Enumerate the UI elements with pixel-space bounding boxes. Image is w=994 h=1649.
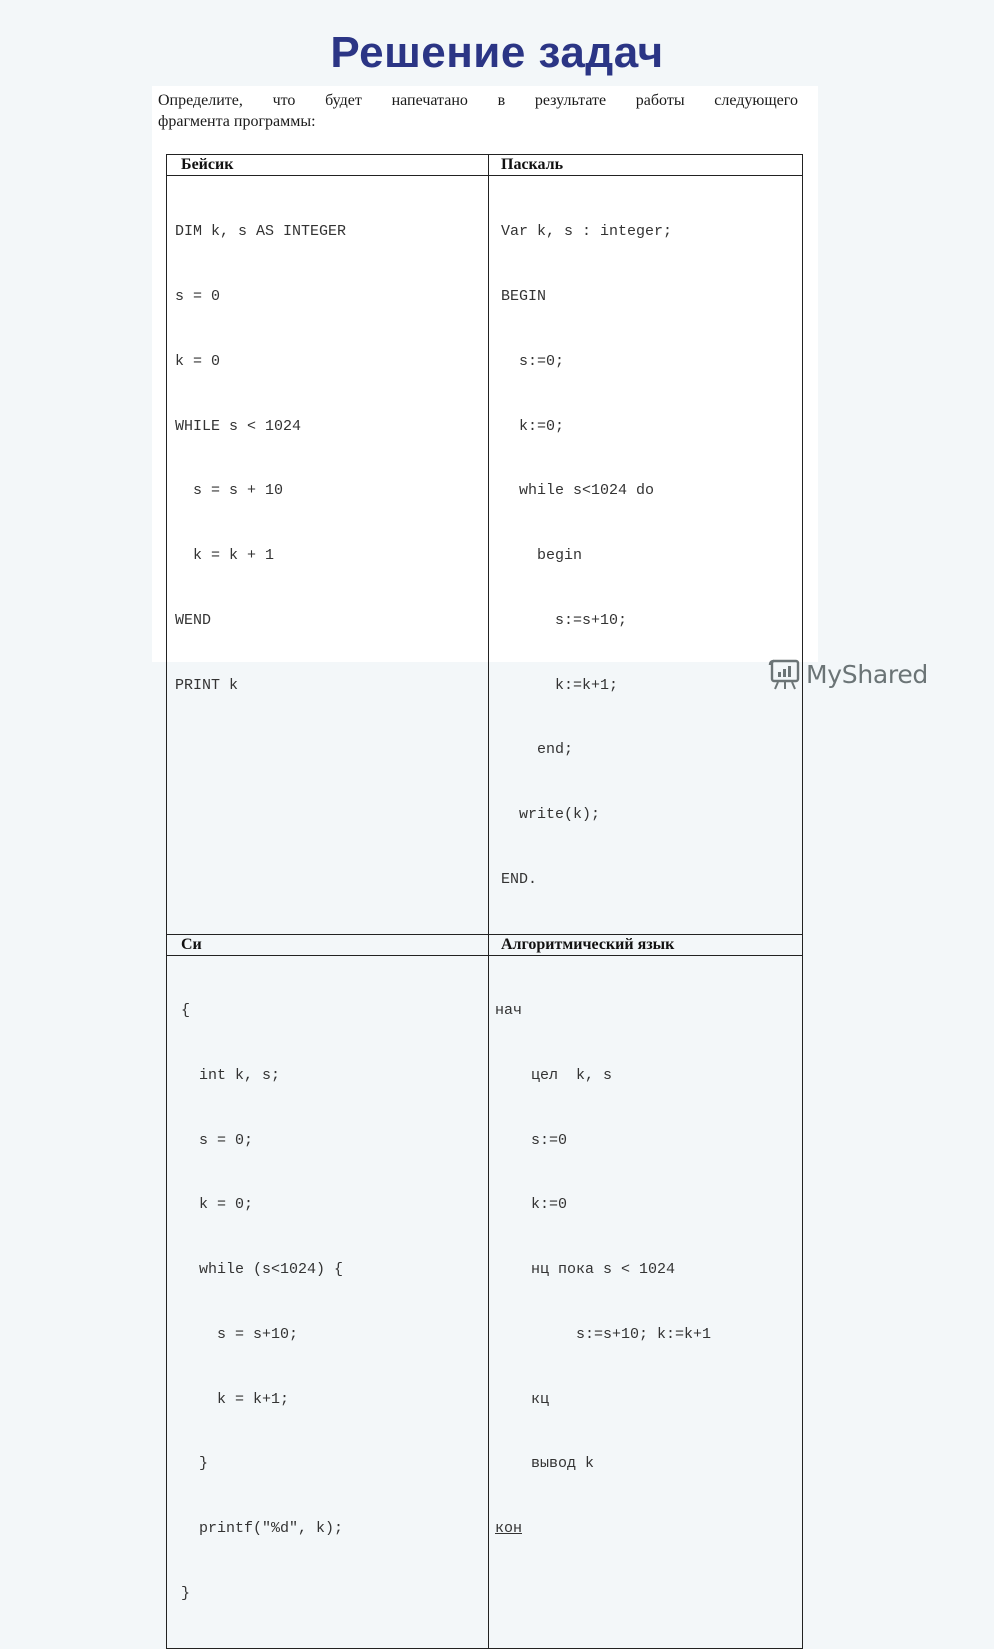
slide-title: Решение задач: [330, 28, 664, 77]
header-c: Си: [167, 934, 489, 955]
code-line: кц: [495, 1390, 550, 1408]
code-line: k:=k+1;: [501, 676, 619, 694]
code-line: printf("%d", k);: [181, 1520, 344, 1538]
code-line: k:=0;: [501, 417, 565, 435]
code-c: [167, 955, 489, 1648]
code-line: PRINT k: [175, 676, 239, 694]
code-line: {: [181, 1001, 191, 1019]
code-line: while s<1024 do: [501, 482, 655, 500]
question-word: напечатано: [391, 92, 468, 109]
code-line: int k, s;: [181, 1066, 281, 1084]
code-line: s = 0: [175, 287, 221, 305]
code-line: }: [181, 1585, 191, 1602]
code-line: }: [181, 1455, 209, 1473]
question-line-1: [158, 90, 798, 111]
code-line: k = k+1;: [181, 1390, 290, 1408]
code-line: кон: [495, 1520, 523, 1538]
code-line: s:=s+10; k:=k+1: [495, 1325, 712, 1343]
code-line: s = s+10;: [181, 1325, 299, 1343]
code-line: WHILE s < 1024: [175, 417, 302, 435]
code-line: Var k, s : integer;: [501, 223, 673, 241]
header-basic: Бейсик: [167, 155, 489, 176]
code-comparison-table: [166, 154, 803, 1649]
code-line: write(k);: [501, 806, 601, 824]
code-line: k = k + 1: [175, 547, 275, 565]
code-line: вывод k: [495, 1455, 595, 1473]
question-word: Определите,: [158, 92, 243, 109]
code-line: k = 0: [175, 352, 221, 370]
task-document: [152, 86, 818, 1602]
presentation-board-icon: [766, 656, 802, 692]
question-word: следующего: [714, 92, 798, 109]
code-basic: [167, 176, 489, 935]
code-alg: [489, 955, 803, 1648]
header-pascal: Паскаль: [489, 155, 803, 176]
brand-name: MyShared: [806, 659, 928, 689]
question-word: что: [272, 92, 296, 109]
question-word: работы: [635, 92, 685, 109]
code-line: цел k, s: [495, 1066, 613, 1084]
code-line: нц пока s < 1024: [495, 1261, 676, 1279]
code-line: k:=0: [495, 1196, 568, 1214]
code-line: while (s<1024) {: [181, 1261, 344, 1279]
code-line: s = s + 10: [175, 482, 284, 500]
code-line: s:=s+10;: [501, 611, 628, 629]
code-pascal: [489, 176, 803, 935]
code-line: s:=0: [495, 1131, 568, 1149]
myshared-watermark[interactable]: [766, 656, 928, 692]
code-line: BEGIN: [501, 287, 547, 305]
code-line: s:=0;: [501, 352, 565, 370]
code-line: k = 0;: [181, 1196, 254, 1214]
code-line: begin: [501, 547, 583, 565]
code-line: END.: [501, 871, 538, 888]
question-line-2: фрагмента программы:: [158, 113, 316, 130]
header-alg: Алгоритмический язык: [489, 934, 803, 955]
code-line: s = 0;: [181, 1131, 254, 1149]
question-word: будет: [325, 92, 362, 109]
code-line: нач: [495, 1001, 523, 1019]
question-word: в: [497, 92, 506, 109]
code-line: end;: [501, 741, 574, 759]
code-line: DIM k, s AS INTEGER: [175, 223, 347, 241]
question-text: [158, 90, 798, 132]
question-word: результате: [534, 92, 607, 109]
code-line: WEND: [175, 611, 212, 629]
